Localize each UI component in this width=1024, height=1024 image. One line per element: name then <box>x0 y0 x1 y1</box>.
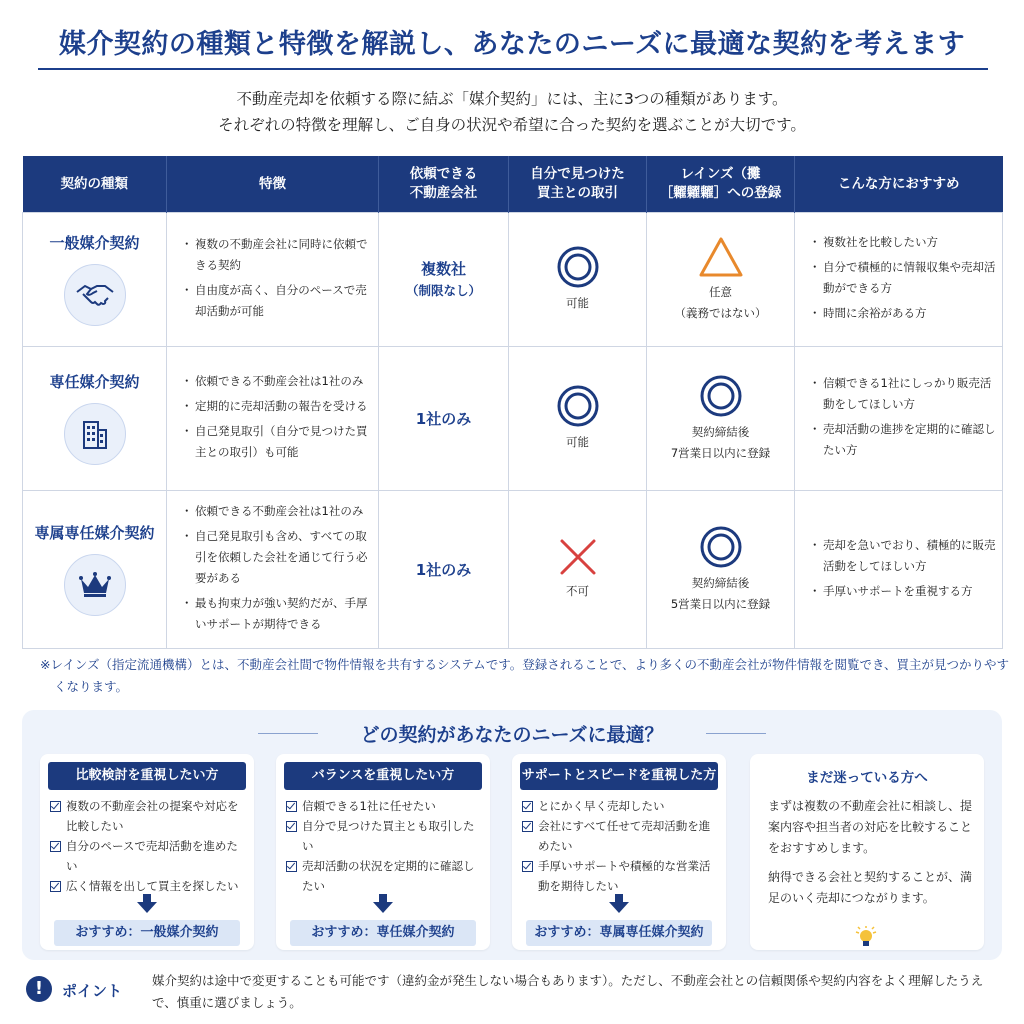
self-deal-text: 可能 <box>566 296 589 310</box>
exclamation-icon: ! <box>26 976 52 1002</box>
companies-value: 1社のみ <box>415 409 472 428</box>
recommendation-section <box>22 710 1002 960</box>
arrow-down-icon <box>137 902 157 913</box>
checklist-text: 自分で見つけた買主とも取引したい <box>302 819 475 853</box>
intro-line-2: それぞれの特徴を理解し、ご自身の状況や希望に合った契約を選ぶことが大切です。 <box>218 116 806 134</box>
contract-name: 専属専任媒介契約 <box>34 524 155 542</box>
checkbox-icon <box>522 801 533 812</box>
card-recommendation: おすすめ：専任媒介契約 <box>290 920 476 946</box>
checkbox-icon <box>50 801 61 812</box>
recommend-cell <box>795 213 1003 347</box>
recommend-item: ・ 時間に余裕がある方 <box>809 303 996 324</box>
handshake-icon <box>64 264 126 326</box>
card-heading: バランスを重視したい方 <box>284 762 482 790</box>
self-deal-text: 可能 <box>566 435 589 449</box>
self-deal-cell <box>509 347 647 491</box>
double-circle-icon <box>699 374 743 418</box>
header-reins-line1: レインズ（攤 <box>680 166 761 182</box>
checklist-text: 信頼できる1社に任せたい <box>302 799 436 813</box>
reins-text: 契約締結後 <box>691 575 750 590</box>
checkbox-icon <box>286 801 297 812</box>
recommendation-title: どの契約があなたのニーズに最適？ <box>360 724 664 746</box>
reins-cell <box>647 347 795 491</box>
header-companies <box>379 156 509 213</box>
checklist-text: 自分のペースで売却活動を進めたい <box>66 839 238 873</box>
feature-item: ・ 自由度が高く、自分のペースで売却活動が可能 <box>181 280 372 322</box>
header-features: 特徴 <box>167 156 379 213</box>
companies-cell <box>379 347 509 491</box>
feature-item: ・ 自己発見取引（自分で見つけた買主との取引）も可能 <box>181 421 372 463</box>
header-type: 契約の種類 <box>23 156 167 213</box>
recommend-item: ・ 手厚いサポートを重視する方 <box>809 581 996 602</box>
intro-line-1: 不動産売却を依頼する際に結ぶ「媒介契約」には、主に3つの種類があります。 <box>236 90 788 108</box>
checkbox-icon <box>522 821 533 832</box>
undecided-title: まだ迷っている方へ <box>806 770 928 786</box>
recommend-item: ・ 売却活動の進捗を定期的に確認したい方 <box>809 419 996 461</box>
reins-cell <box>647 491 795 649</box>
reins-text-sub: 7営業日以内に登録 <box>670 445 771 460</box>
checklist-text: 売却活動の状況を定期的に確認したい <box>302 859 475 893</box>
checklist-text: とにかく早く売却したい <box>538 799 665 813</box>
page-title: 媒介契約の種類と特徴を解説し、あなたのニーズに最適な契約を考えます <box>58 29 966 60</box>
feature-item: ・ 自己発見取引も含め、すべての取引を依頼した会社を通じて行う必要がある <box>181 526 372 589</box>
contract-name: 一般媒介契約 <box>49 234 140 252</box>
undecided-text <box>768 796 974 917</box>
checkbox-icon <box>522 861 533 872</box>
type-cell <box>23 213 167 347</box>
companies-sub: （制限なし） <box>405 283 481 298</box>
table-row <box>23 213 1003 347</box>
checklist-item <box>286 816 484 856</box>
checklist-item <box>50 796 248 836</box>
checkbox-icon <box>50 841 61 852</box>
feature-item: ・ 定期的に売却活動の報告を受ける <box>181 396 372 417</box>
checkbox-icon <box>50 881 61 892</box>
header-self-deal <box>509 156 647 213</box>
double-circle-icon <box>699 525 743 569</box>
recommend-item: ・ 自分で積極的に情報収集や売却活動ができる方 <box>809 257 996 299</box>
double-circle-icon <box>556 245 600 289</box>
reins-text: 契約締結後 <box>691 424 750 439</box>
table-row <box>23 491 1003 649</box>
checklist-item <box>286 796 484 816</box>
type-cell <box>23 491 167 649</box>
building-icon <box>64 403 126 465</box>
reins-cell <box>647 213 795 347</box>
intro-text <box>0 86 1024 138</box>
recommend-item: ・ 売却を急いでおり、積極的に販売活動をしてほしい方 <box>809 535 996 577</box>
checklist-item <box>50 836 248 876</box>
header-companies-line1: 依頼できる <box>409 166 478 182</box>
checklist-item <box>286 856 484 896</box>
header-companies-line2: 不動産会社 <box>409 185 478 201</box>
title-underline <box>38 68 988 70</box>
header-reins-line2: ［糶糶糶］への登録 <box>659 185 782 201</box>
lightbulb-icon <box>853 926 879 950</box>
undecided-card <box>750 754 984 950</box>
point-label: ポイント <box>62 982 123 1000</box>
checklist-text: 広く情報を出して買主を探したい <box>66 879 239 893</box>
reins-text: 任意 <box>709 284 732 299</box>
table-header-row <box>23 156 1003 213</box>
features-cell <box>167 347 379 491</box>
contract-comparison-table <box>22 156 1003 649</box>
companies-cell <box>379 491 509 649</box>
checklist-text: 会社にすべて任せて売却活動を進めたい <box>538 819 711 853</box>
arrow-down-icon <box>373 902 393 913</box>
features-cell <box>167 491 379 649</box>
companies-value: 複数社 <box>420 260 466 278</box>
feature-item: ・ 依頼できる不動産会社は1社のみ <box>181 371 372 392</box>
double-circle-icon <box>556 384 600 428</box>
companies-cell <box>379 213 509 347</box>
reins-text-sub: 5営業日以内に登録 <box>670 596 771 611</box>
checklist-item <box>50 876 248 896</box>
features-cell <box>167 213 379 347</box>
feature-item: ・ 複数の不動産会社に同時に依頼できる契約 <box>181 234 372 276</box>
recommend-card <box>40 754 254 950</box>
type-cell <box>23 347 167 491</box>
card-recommendation: おすすめ：一般媒介契約 <box>54 920 240 946</box>
checklist-text: 複数の不動産会社の提案や対応を比較したい <box>66 799 239 833</box>
contract-name: 専任媒介契約 <box>49 373 140 391</box>
checklist-item <box>522 856 720 896</box>
header-recommend: こんな方におすすめ <box>795 156 1003 213</box>
reins-text-sub: （義務ではない） <box>674 305 767 320</box>
checkbox-icon <box>286 861 297 872</box>
recommend-cell <box>795 347 1003 491</box>
header-reins <box>647 156 795 213</box>
reins-footnote: ※レインズ（指定流通機構）とは、不動産会社間で物件情報を共有するシステムです。登録されることで、より多くの不動産会社が物件情報を閲覧でき、買主が見つかりやすくなります。 <box>40 657 1009 694</box>
companies-value: 1社のみ <box>415 560 472 579</box>
self-deal-text: 不可 <box>566 584 589 598</box>
triangle-icon <box>698 236 744 278</box>
undecided-paragraph: 納得できる会社と契約することが、満足のいく売却につながります。 <box>768 870 973 905</box>
header-self-line1: 自分で見つけた <box>530 166 625 182</box>
checklist-item <box>522 816 720 856</box>
feature-item: ・ 最も拘束力が強い契約だが、手厚いサポートが期待できる <box>181 593 372 635</box>
checkbox-icon <box>286 821 297 832</box>
recommend-card <box>276 754 490 950</box>
recommend-item: ・ 信頼できる1社にしっかり販売活動をしてほしい方 <box>809 373 996 415</box>
cross-icon <box>558 537 598 577</box>
crown-icon <box>64 554 126 616</box>
point-text: 媒介契約は途中で変更することも可能です（違約金が発生しない場合もあります）。ただし、不動産会社との信頼関係や契約内容をよく理解したうえで、慎重に選びましょう。 <box>152 973 984 1010</box>
recommend-item: ・ 複数社を比較したい方 <box>809 232 996 253</box>
recommend-cell <box>795 491 1003 649</box>
feature-item: ・ 依頼できる不動産会社は1社のみ <box>181 501 372 522</box>
title-divider-right <box>706 733 766 734</box>
card-heading: サポートとスピードを重視した方 <box>520 762 718 790</box>
card-recommendation: おすすめ：専属専任媒介契約 <box>526 920 712 946</box>
undecided-paragraph: まずは複数の不動産会社に相談し、提案内容や担当者の対応を比較することをおすすめします。 <box>768 799 973 855</box>
header-self-line2: 買主との取引 <box>537 185 618 201</box>
recommend-card <box>512 754 726 950</box>
checklist-text: 手厚いサポートや積極的な営業活動を期待したい <box>538 859 711 893</box>
arrow-down-icon <box>609 902 629 913</box>
self-deal-cell <box>509 491 647 649</box>
card-heading: 比較検討を重視したい方 <box>48 762 246 790</box>
checklist-item <box>522 796 720 816</box>
table-row <box>23 347 1003 491</box>
self-deal-cell <box>509 213 647 347</box>
